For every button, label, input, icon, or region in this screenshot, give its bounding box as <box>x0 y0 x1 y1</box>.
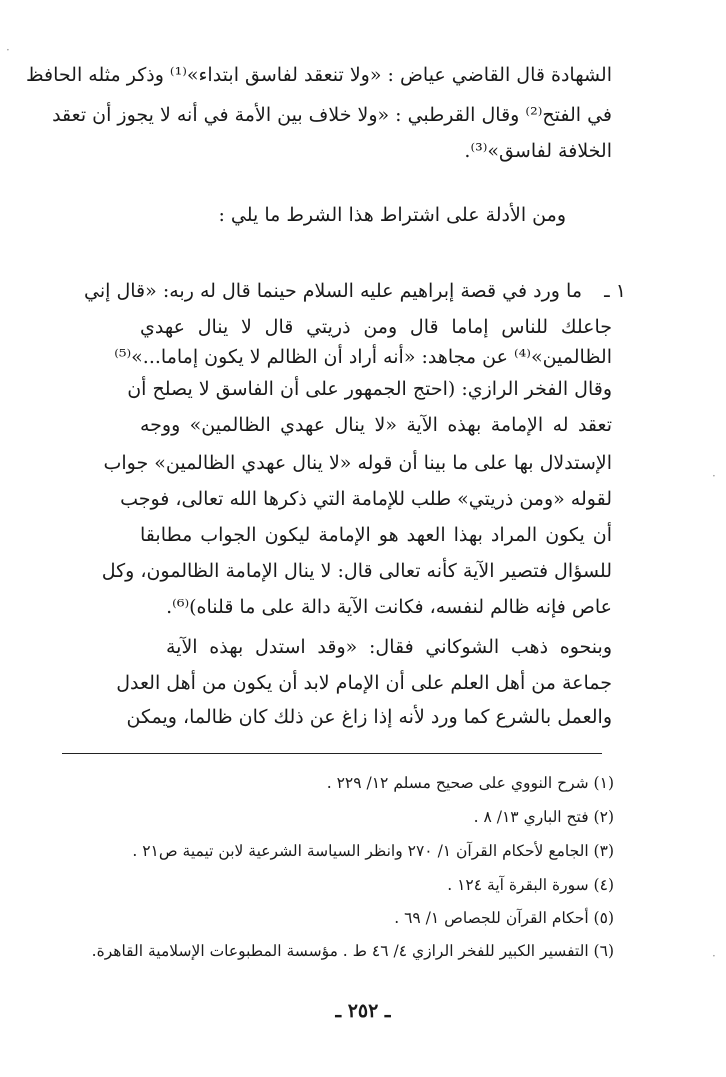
footnote: (١) شرح النووي على صحيح مسلم ١٢/ ٢٢٩ . <box>326 774 614 792</box>
footnote: (٤) سورة البقرة آية ١٢٤ . <box>447 876 614 894</box>
item-line: للسؤال فتصير الآية كأنه تعالى قال: لا ينال الإمامة الظالمون، وكل <box>101 560 612 582</box>
item-line: عاص فإنه ظالم لنفسه، فكانت الآية دالة على ما قلناه)⁽⁶⁾. <box>166 596 612 618</box>
footnote: (٣) الجامع لأحكام القرآن ١/ ٢٧٠ وانظر السياسة الشرعية لابن تيمية ص٢١ . <box>132 842 614 860</box>
intro-line: الخلافة لفاسق»⁽³⁾. <box>464 140 612 162</box>
footnote: (٢) فتح الباري ١٣/ ٨ . <box>473 808 614 826</box>
item-number: ١ ـ <box>604 280 626 302</box>
item-line: وقال الفخر الرازي: (احتج الجمهور على أن الفاسق لا يصلح أن <box>127 378 612 400</box>
scan-mark: · <box>6 43 10 57</box>
item-line: جماعة من أهل العلم على أن الإمام لابد أن يكون من أهل العدل <box>116 672 612 694</box>
scan-mark: · <box>712 469 716 483</box>
evidence-heading: ومن الأدلة على اشتراط هذا الشرط ما يلي : <box>218 204 566 226</box>
footnote: (٥) أحكام القرآن للجصاص ١/ ٦٩ . <box>394 909 614 927</box>
scan-mark: · <box>712 949 716 963</box>
item-line: ما ورد في قصة إبراهيم عليه السلام حينما قال له ربه: «قال إني <box>84 280 582 302</box>
page-number: ـ ٢٥٢ ـ <box>335 1000 391 1022</box>
item-line: أن يكون المراد بهذا العهد هو الإمامة ليكون الجواب مطابقا <box>140 524 612 546</box>
intro-line: الشهادة قال القاضي عياض : «ولا تنعقد لفاسق ابتداء»⁽¹⁾ وذكر مثله الحافظ <box>26 64 612 86</box>
item-line: جاعلك للناس إماما قال ومن ذريتي قال لا ينال عهدي <box>140 316 612 338</box>
item-line: والعمل بالشرع كما ورد لأنه إذا زاغ عن ذلك كان ظالما، ويمكن <box>126 706 612 728</box>
item-line: الظالمين»⁽⁴⁾ عن مجاهد: «أنه أراد أن الظالم لا يكون إماما...»⁽⁵⁾ <box>114 346 612 368</box>
footnote: (٦) التفسير الكبير للفخر الرازي ٤/ ٤٦ ط . مؤسسة المطبوعات الإسلامية القاهرة. <box>91 942 614 960</box>
item-line: لقوله «ومن ذريتي» طلب للإمامة التي ذكرها الله تعالى، فوجب <box>120 488 612 510</box>
item-line: الإستدلال بها على ما بينا أن قوله «لا ينال عهدي الظالمين» جواب <box>103 452 612 474</box>
item-line: تعقد له الإمامة بهذه الآية «لا ينال عهدي الظالمين» ووجه <box>140 414 612 436</box>
intro-line: في الفتح⁽²⁾ وقال القرطبي : «ولا خلاف بين الأمة في أنه لا يجوز أن تعقد <box>52 104 612 126</box>
item-line: وبنحوه ذهب الشوكاني فقال: «وقد استدل بهذه الآية <box>166 636 612 658</box>
footnote-separator <box>62 753 602 754</box>
